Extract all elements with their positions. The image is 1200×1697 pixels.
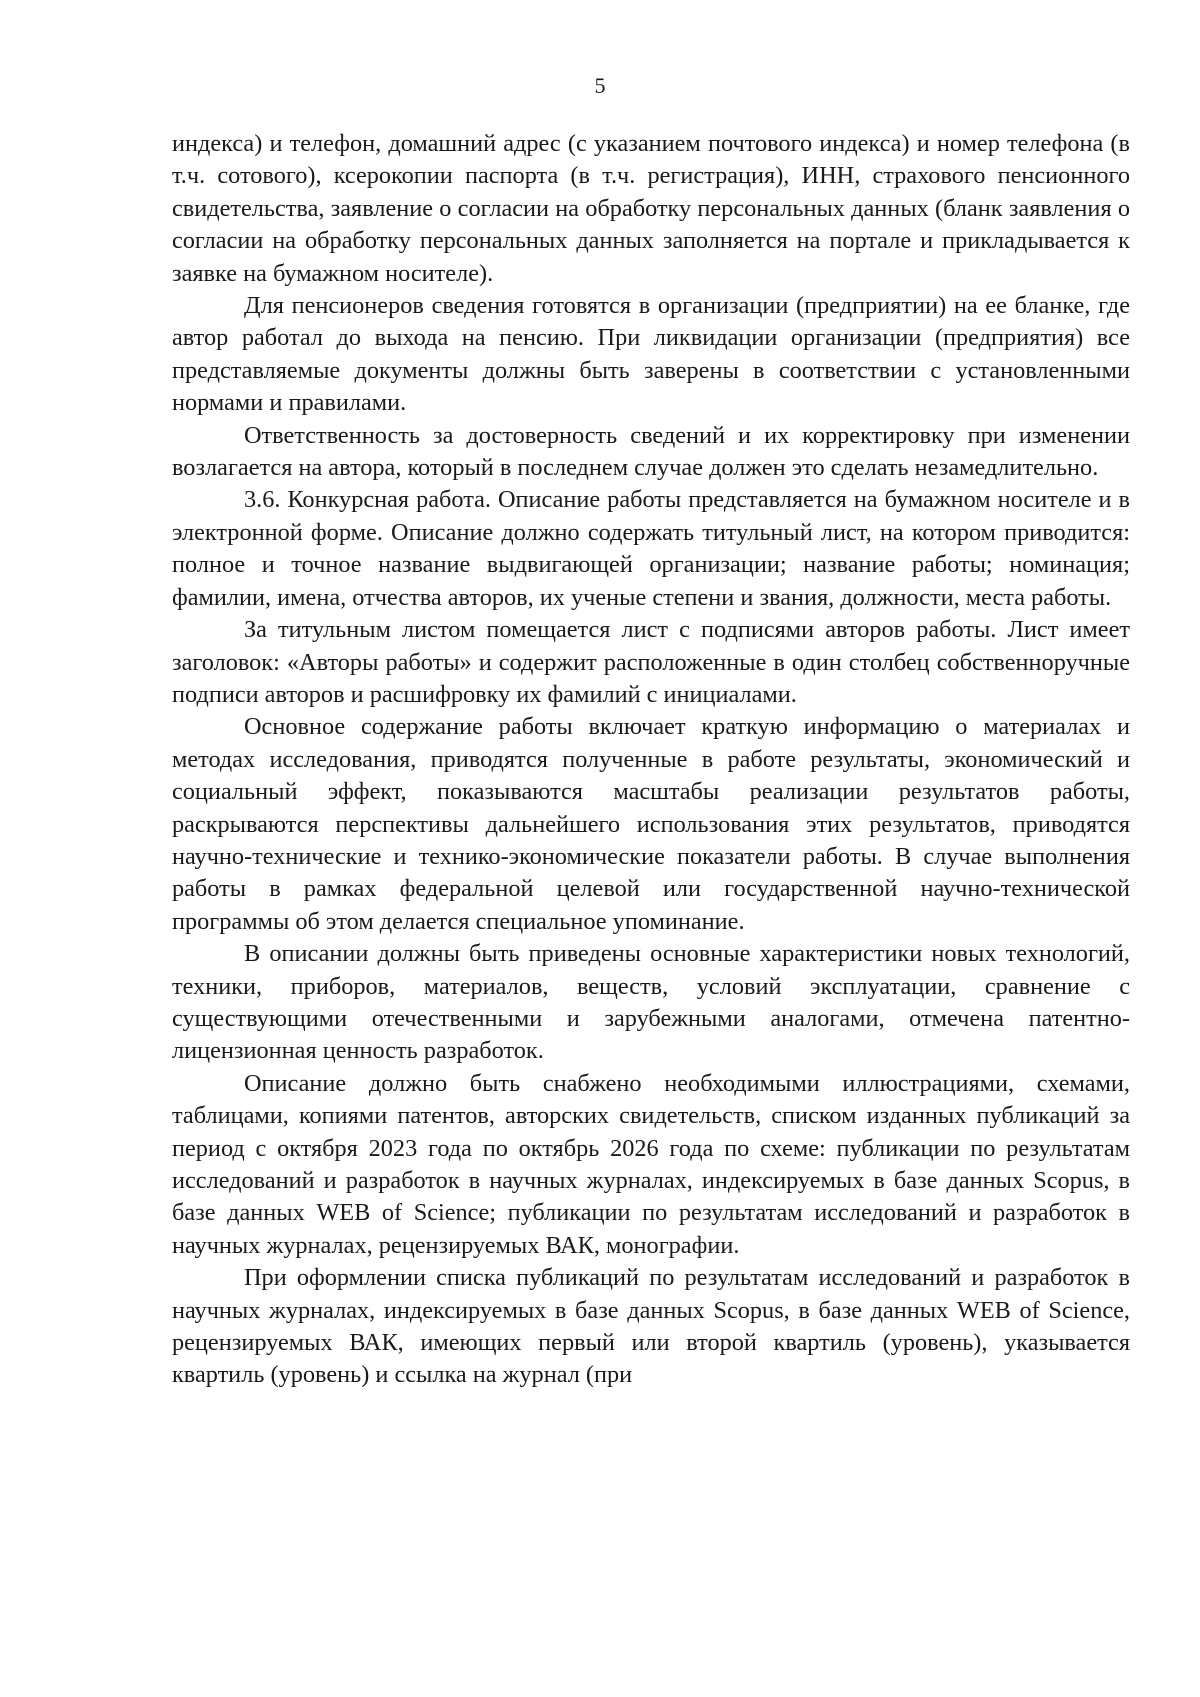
paragraph-pensioners: Для пенсионеров сведения готовятся в организации (предприятии) на ее бланке, где автор работал до выхода на пенсию. При ликвидации организации (предприятия) все представляемые документы должны быть заверены в соответствии с установленными нормами и правилами.: [172, 292, 1130, 417]
paragraph-publication-list: При оформлении списка публикаций по результатам исследований и разработок в научных журналах, индексируемых в базе данных Scopus, в базе данных WEB of Science, рецензируемых ВАК, имеющих первый или второй квартиль (уровень), указывается квартиль (уровень) и ссылка на журнал (при: [172, 1264, 1130, 1389]
paragraph-contact-info-continued: индекса) и телефон, домашний адрес (с указанием почтового индекса) и номер телефона (в т.ч. сотового), ксерокопии паспорта (в т.ч. регистрация), ИНН, страхового пенсионного свидетельства, заявление о согласии на обработку персональных данных (бланк заявления о согласии на обработку персональных данных заполняется на портале и прикладывается к заявке на бумажном носителе).: [172, 130, 1130, 287]
paragraph-authors-sheet: За титульным листом помещается лист с подписями авторов работы. Лист имеет заголовок: «Авторы работы» и содержит расположенные в один столбец собственноручные подписи авторов и расшифровку их фамилий с инициалами.: [172, 616, 1130, 708]
paragraph-main-content: Основное содержание работы включает краткую информацию о материалах и методах исследования, приводятся полученные в работе результаты, экономический и социальный эффект, показываются масштабы реализации результатов работы, раскрываются перспективы дальнейшего использования этих результатов, приводятся научно-технические и технико-экономические показатели работы. В случае выполнения работы в рамках федеральной целевой или государственной научно-технической программы об этом делается специальное упоминание.: [172, 713, 1130, 935]
page-number: 5: [594, 73, 606, 98]
paragraph-section-3-6: 3.6. Конкурсная работа. Описание работы представляется на бумажном носителе и в электронной форме. Описание должно содержать титульный лист, на котором приводится: полное и точное название выдвигающей организации; название работы; номинация; фамилии, имена, отчества авторов, их ученые степени и звания, должности, места работы.: [172, 486, 1130, 611]
paragraph-illustrations: Описание должно быть снабжено необходимыми иллюстрациями, схемами, таблицами, копиями патентов, авторских свидетельств, списком изданных публикаций за период с октября 2023 года по октябрь 2026 года по схеме: публикации по результатам исследований и разработок в научных журналах, индексируемых в базе данных Scopus, в базе данных WEB of Science; публикации по результатам исследований и разработок в научных журналах, рецензируемых ВАК, монографии.: [172, 1069, 1130, 1259]
paragraph-characteristics: В описании должны быть приведены основные характеристики новых технологий, техники, приборов, материалов, веществ, условий эксплуатации, сравнение с существующими отечественными и зарубежными аналогами, отмечена патентно-лицензионная ценность разработок.: [172, 940, 1130, 1065]
document-body: [172, 128, 1130, 1392]
paragraph-responsibility: Ответственность за достоверность сведений и их корректировку при изменении возлагается на автора, который в последнем случае должен это сделать незамедлительно.: [172, 421, 1130, 482]
